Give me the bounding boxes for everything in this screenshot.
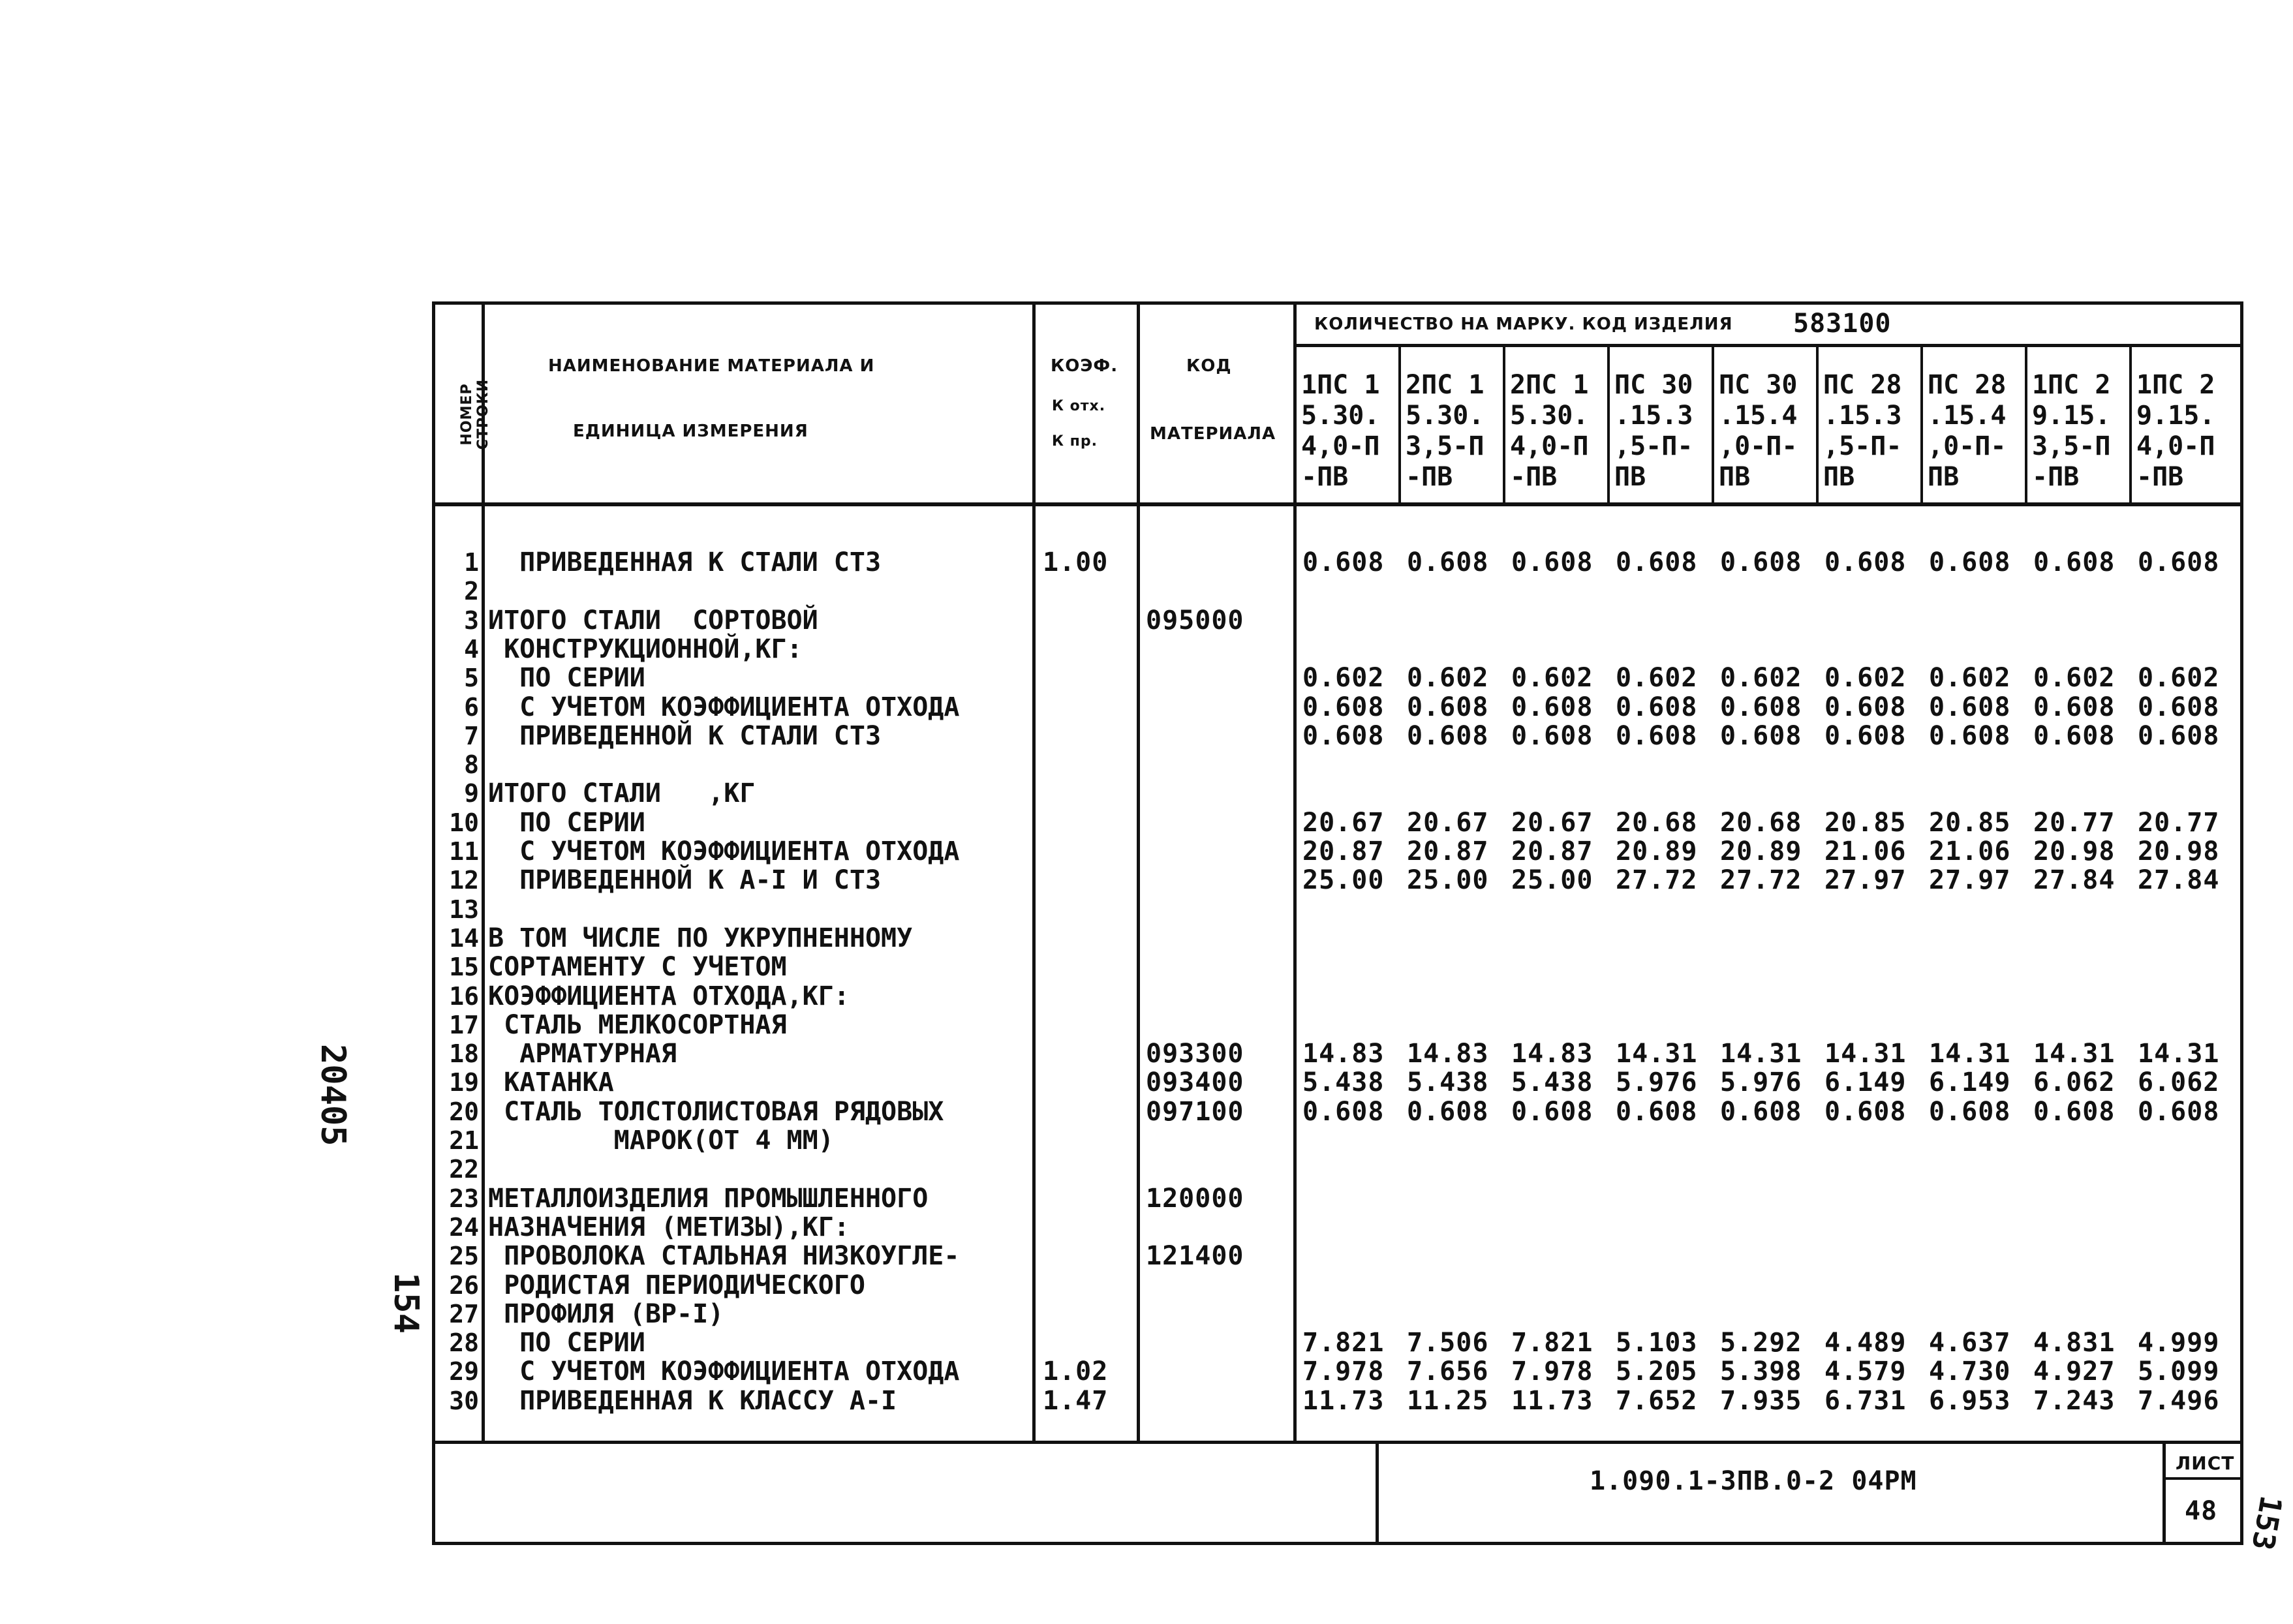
column-header-line: ПС 30 <box>1614 370 1693 400</box>
row-value: 14.31 <box>1616 1039 1698 1069</box>
row-value: 7.935 <box>1720 1385 1802 1416</box>
row-material-text: НАЗНАЧЕНИЯ (МЕТИЗЫ),КГ: <box>488 1212 850 1242</box>
document-code: 1.090.1-3ПВ.0-2 04РМ <box>1590 1466 1917 1496</box>
divider-material <box>1032 301 1036 1443</box>
row-value: 6.149 <box>1824 1067 1907 1098</box>
row-value: 4.637 <box>1929 1328 2011 1358</box>
row-value: 20.68 <box>1720 807 1802 838</box>
row-value: 5.205 <box>1616 1356 1698 1387</box>
column-header-line: ,5-П- <box>1614 431 1693 461</box>
row-value: 0.602 <box>1407 663 1489 694</box>
row-value: 0.608 <box>1302 547 1385 577</box>
row-value: 0.608 <box>1824 547 1907 577</box>
row-material-text: С УЧЕТОМ КОЭФФИЦИЕНТА ОТХОДА <box>488 836 960 866</box>
row-number: 4 <box>464 634 479 664</box>
material-header-line2: ЕДИНИЦА ИЗМЕРЕНИЯ <box>573 421 808 441</box>
row-value: 0.602 <box>2138 663 2220 694</box>
row-value: 0.608 <box>1616 720 1698 751</box>
row-number: 12 <box>449 866 479 895</box>
row-value: 4.579 <box>1824 1356 1907 1387</box>
row-value: 5.976 <box>1720 1067 1802 1098</box>
column-header-line: .15.4 <box>1928 401 2007 431</box>
column-header-line: .15.3 <box>1614 401 1693 431</box>
row-number: 7 <box>464 721 479 750</box>
row-value: 0.602 <box>1616 663 1698 694</box>
row-material-text: АРМАТУРНАЯ <box>488 1039 677 1069</box>
row-material-text: В ТОМ ЧИСЛЕ ПО УКРУПНЕННОМУ <box>488 923 913 953</box>
row-code: 097100 <box>1146 1096 1244 1127</box>
row-material-text: ПРИВЕДЕННОЙ К А-I И СТ3 <box>488 865 882 896</box>
row-value: 5.099 <box>2138 1356 2220 1387</box>
row-value: 20.85 <box>1929 807 2011 838</box>
row-value: 11.73 <box>1302 1385 1385 1416</box>
column-header-line: ПВ <box>1614 462 1646 492</box>
row-value: 21.06 <box>1929 836 2011 866</box>
column-header-line: 2ПС 1 <box>1406 370 1485 400</box>
row-number: 22 <box>449 1155 479 1184</box>
row-material-text: РОДИСТАЯ ПЕРИОДИЧЕСКОГО <box>488 1270 865 1300</box>
divider-code <box>1293 301 1297 1443</box>
row-value: 27.97 <box>1824 865 1907 896</box>
coef-header-line3: К пр. <box>1052 433 1098 450</box>
row-value: 0.608 <box>1511 692 1593 722</box>
row-value: 4.730 <box>1929 1356 2011 1387</box>
row-number: 5 <box>464 664 479 693</box>
row-value: 0.608 <box>1407 1096 1489 1127</box>
row-number: 30 <box>449 1386 479 1415</box>
divider-header <box>432 502 2243 506</box>
row-number: 1 <box>464 548 479 577</box>
column-header-line: 3,5-П <box>1406 431 1485 461</box>
row-value: 5.438 <box>1511 1067 1593 1098</box>
row-value: 20.89 <box>1720 836 1802 866</box>
row-code: 121400 <box>1146 1241 1244 1272</box>
row-value: 0.608 <box>1720 720 1802 751</box>
column-separator <box>2025 346 2027 505</box>
row-value: 20.68 <box>1616 807 1698 838</box>
row-number: 26 <box>449 1270 479 1300</box>
row-value: 0.608 <box>1511 1096 1593 1127</box>
row-value: 25.00 <box>1302 865 1385 896</box>
column-header-line: 4,0-П <box>1301 431 1380 461</box>
row-value: 0.602 <box>1824 663 1907 694</box>
row-value: 5.438 <box>1302 1067 1385 1098</box>
row-material-text: ПРИВЕДЕННОЙ К СТАЛИ СТ3 <box>488 720 882 751</box>
row-value: 7.978 <box>1302 1356 1385 1387</box>
row-value: 11.25 <box>1407 1385 1489 1416</box>
row-value: 0.602 <box>1511 663 1593 694</box>
row-material-text: С УЧЕТОМ КОЭФФИЦИЕНТА ОТХОДА <box>488 1356 960 1387</box>
row-material-text: СТАЛЬ ТОЛСТОЛИСТОВАЯ РЯДОВЫХ <box>488 1096 944 1127</box>
row-number: 28 <box>449 1328 479 1358</box>
row-value: 7.978 <box>1511 1356 1593 1387</box>
column-header-line: ПВ <box>1928 462 1960 492</box>
row-value: 0.608 <box>1824 720 1907 751</box>
row-code: 120000 <box>1146 1183 1244 1214</box>
row-number: 2 <box>464 577 479 606</box>
row-value: 7.821 <box>1302 1328 1385 1358</box>
row-value: 20.89 <box>1616 836 1698 866</box>
row-value: 4.831 <box>2033 1328 2116 1358</box>
row-code: 095000 <box>1146 605 1244 636</box>
product-code: 583100 <box>1793 309 1892 339</box>
row-value: 0.608 <box>1616 692 1698 722</box>
column-header-line: ,0-П- <box>1928 431 2007 461</box>
row-value: 27.84 <box>2033 865 2116 896</box>
row-material-text: ИТОГО СТАЛИ СОРТОВОЙ <box>488 605 818 636</box>
inventory-number-note: 20405 <box>313 1044 352 1146</box>
row-value: 0.602 <box>1302 663 1385 694</box>
row-value: 27.72 <box>1720 865 1802 896</box>
column-header-line: 5.30. <box>1301 401 1380 431</box>
row-material-text: МАРОК(ОТ 4 ММ) <box>488 1126 834 1156</box>
row-value: 5.292 <box>1720 1328 1802 1358</box>
row-value: 0.608 <box>1302 1096 1385 1127</box>
row-value: 4.999 <box>2138 1328 2220 1358</box>
row-value: 0.608 <box>2033 1096 2116 1127</box>
row-value: 0.608 <box>2138 720 2220 751</box>
row-value: 20.85 <box>1824 807 1907 838</box>
column-header-line: -ПВ <box>1406 462 1453 492</box>
column-separator <box>1503 346 1505 505</box>
row-value: 6.149 <box>1929 1067 2011 1098</box>
row-value: 0.608 <box>2033 547 2116 577</box>
divider-footer-left <box>1376 1441 1379 1545</box>
row-value: 0.608 <box>1407 720 1489 751</box>
row-value: 6.953 <box>1929 1385 2011 1416</box>
row-value: 7.496 <box>2138 1385 2220 1416</box>
column-separator <box>1607 346 1610 505</box>
row-value: 0.608 <box>1616 547 1698 577</box>
row-value: 0.608 <box>2138 692 2220 722</box>
row-value: 6.731 <box>1824 1385 1907 1416</box>
row-value: 7.656 <box>1407 1356 1489 1387</box>
row-number: 27 <box>449 1299 479 1328</box>
row-value: 7.652 <box>1616 1385 1698 1416</box>
column-header-line: 4,0-П <box>2136 431 2215 461</box>
row-number: 21 <box>449 1126 479 1155</box>
column-header-line: -ПВ <box>1301 462 1349 492</box>
column-header-line: 4,0-П <box>1510 431 1589 461</box>
row-value: 14.83 <box>1302 1039 1385 1069</box>
row-number: 15 <box>449 953 479 982</box>
page-right-note: 153 <box>2245 1493 2289 1553</box>
row-value: 20.87 <box>1511 836 1593 866</box>
row-value: 14.31 <box>1929 1039 2011 1069</box>
row-number: 10 <box>449 808 479 837</box>
column-separator <box>1920 346 1923 505</box>
row-value: 0.608 <box>2138 547 2220 577</box>
row-value: 0.608 <box>1929 692 2011 722</box>
row-value: 25.00 <box>1407 865 1489 896</box>
column-header-line: -ПВ <box>1510 462 1558 492</box>
row-value: 14.31 <box>2138 1039 2220 1069</box>
row-value: 0.608 <box>1929 720 2011 751</box>
row-value: 27.97 <box>1929 865 2011 896</box>
column-header-line: .15.3 <box>1823 401 1902 431</box>
column-header-line: -ПВ <box>2136 462 2184 492</box>
column-header-line: ,0-П- <box>1719 431 1798 461</box>
row-material-text: СОРТАМЕНТУ С УЧЕТОМ <box>488 952 787 983</box>
row-number: 25 <box>449 1242 479 1271</box>
column-header-line: ,5-П- <box>1823 431 1902 461</box>
row-value: 0.608 <box>2033 692 2116 722</box>
row-number: 24 <box>449 1212 479 1242</box>
column-header-line: ПВ <box>1823 462 1855 492</box>
column-header-line: 3,5-П <box>2032 431 2111 461</box>
material-header-line1: НАИМЕНОВАНИЕ МАТЕРИАЛА И <box>548 356 875 376</box>
row-value: 20.77 <box>2138 807 2220 838</box>
row-value: 0.608 <box>1929 1096 2011 1127</box>
row-code: 093300 <box>1146 1039 1244 1069</box>
row-material-text: КОНСТРУКЦИОННОЙ,КГ: <box>488 634 803 664</box>
sheet-label: ЛИСТ <box>2176 1452 2235 1474</box>
row-value: 0.608 <box>1407 547 1489 577</box>
row-coef: 1.47 <box>1043 1385 1109 1416</box>
row-value: 0.608 <box>1720 1096 1802 1127</box>
row-material-text: ПО СЕРИИ <box>488 663 645 694</box>
row-material-text: ПРОВОЛОКА СТАЛЬНАЯ НИЗКОУГЛЕ- <box>488 1241 960 1272</box>
row-coef: 1.00 <box>1043 547 1109 577</box>
row-number: 14 <box>449 923 479 953</box>
row-value: 0.608 <box>1616 1096 1698 1127</box>
row-value: 14.31 <box>2033 1039 2116 1069</box>
row-value: 0.608 <box>1824 1096 1907 1127</box>
column-separator <box>1398 346 1401 505</box>
row-value: 7.821 <box>1511 1328 1593 1358</box>
column-header-line: 9.15. <box>2032 401 2111 431</box>
row-value: 5.438 <box>1407 1067 1489 1098</box>
row-material-text: ПРИВЕДЕННАЯ К КЛАССУ А-I <box>488 1385 897 1416</box>
row-value: 14.31 <box>1824 1039 1907 1069</box>
row-material-text: СТАЛЬ МЕЛКОСОРТНАЯ <box>488 1009 787 1040</box>
row-material-text: КОЭФФИЦИЕНТА ОТХОДА,КГ: <box>488 981 850 1011</box>
row-value: 0.608 <box>1511 547 1593 577</box>
divider-coef <box>1137 301 1140 1443</box>
divider-quantity-header <box>1293 344 2243 347</box>
row-number: 11 <box>449 837 479 866</box>
coef-header-line2: К отх. <box>1052 398 1106 414</box>
column-header-line: ПС 28 <box>1928 370 2007 400</box>
row-material-text: ПРИВЕДЕННАЯ К СТАЛИ СТ3 <box>488 547 882 577</box>
row-value: 20.77 <box>2033 807 2116 838</box>
column-header-line: ПС 30 <box>1719 370 1798 400</box>
row-value: 0.602 <box>2033 663 2116 694</box>
column-header-line: 2ПС 1 <box>1510 370 1589 400</box>
row-value: 20.87 <box>1302 836 1385 866</box>
row-coef: 1.02 <box>1043 1356 1109 1387</box>
row-number: 16 <box>449 981 479 1011</box>
row-material-text: ПРОФИЛЯ (ВР-I) <box>488 1298 724 1329</box>
row-number: 9 <box>464 779 479 808</box>
column-separator <box>2129 346 2132 505</box>
row-material-text: КАТАНКА <box>488 1067 614 1098</box>
code-header-line2: МАТЕРИАЛА <box>1150 424 1276 444</box>
row-number: 8 <box>464 750 479 780</box>
column-separator <box>1712 346 1714 505</box>
column-header-line: 9.15. <box>2136 401 2215 431</box>
row-value: 0.602 <box>1720 663 1802 694</box>
row-value: 11.73 <box>1511 1385 1593 1416</box>
coef-header-line1: КОЭФ. <box>1051 356 1118 376</box>
row-value: 0.608 <box>1407 692 1489 722</box>
row-value: 25.00 <box>1511 865 1593 896</box>
row-number: 20 <box>449 1097 479 1126</box>
divider-sheet-label <box>2162 1477 2243 1480</box>
column-header-line: -ПВ <box>2032 462 2080 492</box>
row-value: 20.98 <box>2138 836 2220 866</box>
row-value: 5.398 <box>1720 1356 1802 1387</box>
column-header-line: 5.30. <box>1406 401 1485 431</box>
row-value: 0.608 <box>1302 720 1385 751</box>
row-value: 20.67 <box>1511 807 1593 838</box>
row-number: 13 <box>449 895 479 924</box>
row-number: 29 <box>449 1357 479 1387</box>
row-material-text: ПО СЕРИИ <box>488 1328 645 1358</box>
row-value: 0.608 <box>1720 547 1802 577</box>
row-value: 0.608 <box>1302 692 1385 722</box>
divider-rownum <box>482 301 485 1443</box>
row-value: 20.67 <box>1407 807 1489 838</box>
column-header-line: ПВ <box>1719 462 1751 492</box>
row-value: 0.608 <box>2138 1096 2220 1127</box>
column-header-line: 1ПС 2 <box>2032 370 2111 400</box>
page-left-note: 154 <box>386 1272 425 1334</box>
row-value: 7.243 <box>2033 1385 2116 1416</box>
row-value: 14.83 <box>1511 1039 1593 1069</box>
row-value: 0.608 <box>1511 720 1593 751</box>
row-value: 20.67 <box>1302 807 1385 838</box>
row-value: 5.103 <box>1616 1328 1698 1358</box>
row-value: 27.84 <box>2138 865 2220 896</box>
column-header-line: 5.30. <box>1510 401 1589 431</box>
row-material-text: С УЧЕТОМ КОЭФФИЦИЕНТА ОТХОДА <box>488 692 960 722</box>
row-number: 17 <box>449 1010 479 1039</box>
row-value: 0.608 <box>1720 692 1802 722</box>
row-value: 0.608 <box>1929 547 2011 577</box>
row-value: 21.06 <box>1824 836 1907 866</box>
row-value: 20.98 <box>2033 836 2116 866</box>
row-value: 4.927 <box>2033 1356 2116 1387</box>
row-value: 14.31 <box>1720 1039 1802 1069</box>
row-value: 27.72 <box>1616 865 1698 896</box>
row-value: 6.062 <box>2138 1067 2220 1098</box>
code-header-line1: КОД <box>1186 356 1232 376</box>
row-value: 0.602 <box>1929 663 2011 694</box>
row-number: 6 <box>464 692 479 722</box>
row-material-text: МЕТАЛЛОИЗДЕЛИЯ ПРОМЫШЛЕННОГО <box>488 1183 929 1214</box>
row-value: 20.87 <box>1407 836 1489 866</box>
sheet-number: 48 <box>2185 1496 2218 1526</box>
row-material-text: ИТОГО СТАЛИ ,КГ <box>488 778 756 809</box>
column-header-line: 1ПС 2 <box>2136 370 2215 400</box>
row-value: 0.608 <box>1824 692 1907 722</box>
row-value: 14.83 <box>1407 1039 1489 1069</box>
row-value: 7.506 <box>1407 1328 1489 1358</box>
column-header-line: 1ПС 1 <box>1301 370 1380 400</box>
row-number: 23 <box>449 1184 479 1213</box>
column-header-line: ПС 28 <box>1823 370 1902 400</box>
row-code: 093400 <box>1146 1067 1244 1098</box>
row-number: 19 <box>449 1068 479 1097</box>
divider-footer-sheet <box>2162 1441 2166 1545</box>
divider-footer <box>432 1441 2243 1444</box>
row-value: 0.608 <box>2033 720 2116 751</box>
row-value: 5.976 <box>1616 1067 1698 1098</box>
quantity-header: КОЛИЧЕСТВО НА МАРКУ. КОД ИЗДЕЛИЯ <box>1314 314 1733 334</box>
row-number: 3 <box>464 605 479 635</box>
row-material-text: ПО СЕРИИ <box>488 807 645 838</box>
column-separator <box>1816 346 1819 505</box>
row-value: 4.489 <box>1824 1328 1907 1358</box>
row-number-header: НОМЕР СТРОКИ <box>459 378 491 450</box>
row-value: 6.062 <box>2033 1067 2116 1098</box>
row-number: 18 <box>449 1039 479 1069</box>
column-header-line: .15.4 <box>1719 401 1798 431</box>
